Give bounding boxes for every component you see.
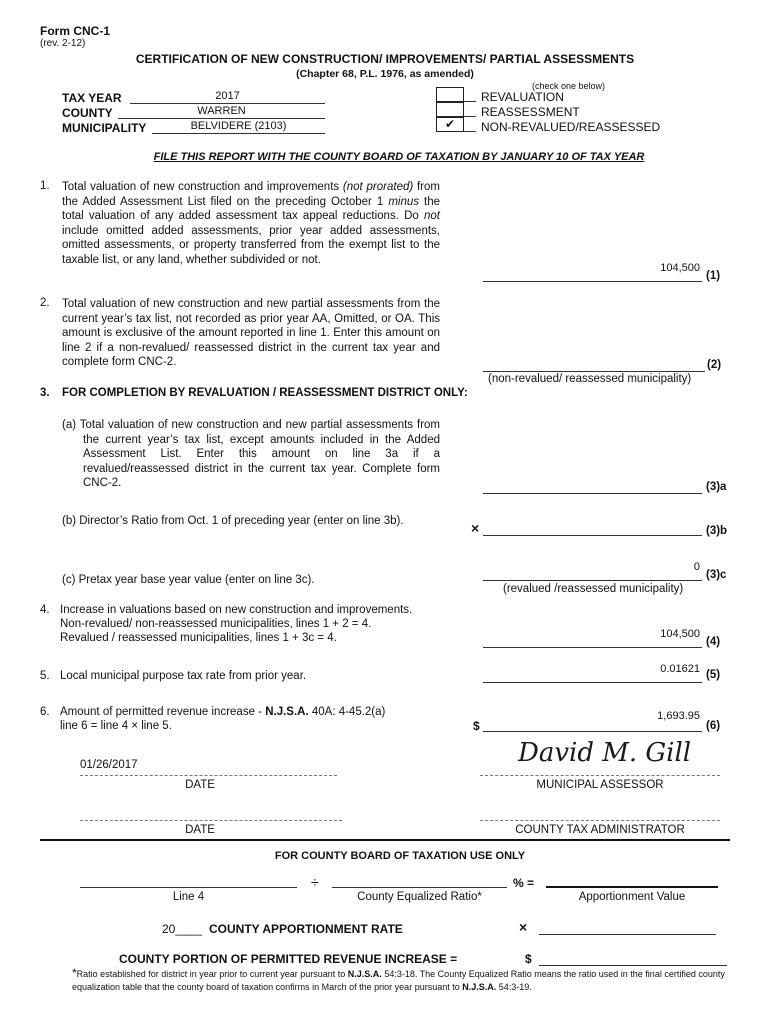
item-4-text-3: Revalued / reassessed municipalities, lines 1 + 3c = 4. <box>60 632 337 644</box>
item-6-text-2: line 6 = line 4 × line 5. <box>60 720 172 732</box>
multiply-symbol-3b: × <box>471 520 480 536</box>
rate-year-prefix: 20____ <box>162 922 203 936</box>
item-2-text: Total valuation of new construction and new partial assessments from the current year’s tax list, not recorded as prior year AA, Omitted, or OA. This amount is exclusive of the amount reported in line 1. Enter this amount on line 2 if a non-revalued/ reassessed district in the current tax year and complete form CNC-2. <box>62 298 440 369</box>
item-5-text: Local municipal purpose tax rate from prior year. <box>60 670 307 682</box>
equalized-ratio-entry[interactable] <box>332 876 507 888</box>
reassessment-label: REASSESSMENT <box>481 105 580 119</box>
municipality-field[interactable]: BELVIDERE (2103) <box>152 120 325 134</box>
line-1-value[interactable]: 104,500 <box>483 262 702 282</box>
apportionment-value-entry[interactable] <box>546 876 718 888</box>
line-3b-value[interactable] <box>483 522 702 536</box>
item-6-number: 6. <box>40 706 50 718</box>
percent-equals: % = <box>513 876 535 890</box>
item-6-text: Amount of permitted revenue increase - N.J.S.A. 40A: 4-45.2(a) <box>60 706 386 718</box>
form-revision: (rev. 2-12) <box>40 38 86 49</box>
reassessment-underline <box>464 104 476 117</box>
footnote: *Ratio established for district in year prior to current year pursuant to N.J.S.A. 54:3-18. The County Equalized Ratio means the ratio used in the final certified county equalization table that the county board of taxation confirms in March of the prior year pursuant to N.J.S.A. 54:3-19. <box>72 966 725 992</box>
rate-entry[interactable] <box>539 921 716 935</box>
line-4-tag: (4) <box>706 636 721 648</box>
check-hint: (check one below) <box>532 81 606 91</box>
item-3c-text: (c) Pretax year base year value (enter on line 3c). <box>62 574 315 586</box>
item-4-text-1: Increase in valuations based on new construction and improvements. <box>60 604 413 616</box>
line-1-tag: (1) <box>706 270 721 282</box>
item-3a-text: (a) Total valuation of new construction and new partial assessments from the current year’s tax list, except amounts included in the Added Assessment List. Enter this amount on line 3a if a revalued/reassessed district in the current tax year. Complete form CNC-2. <box>62 419 440 490</box>
date-1-value: 01/26/2017 <box>80 759 138 771</box>
non-revalued-checkbox[interactable]: ✔ <box>436 117 464 132</box>
non-revalued-underline <box>464 119 476 132</box>
page-subtitle: (Chapter 68, P.L. 1976, as amended) <box>296 68 474 80</box>
line-3b-tag: (3)b <box>706 525 728 537</box>
line-3a-tag: (3)a <box>706 481 727 493</box>
revenue-dollar: $ <box>525 952 532 966</box>
municipality-label: MUNICIPALITY <box>62 121 147 135</box>
assessor-signature: David M. Gill <box>518 738 692 768</box>
date-1-line[interactable] <box>80 775 337 776</box>
item-1-number: 1. <box>40 180 50 192</box>
non-revalued-label: NON-REVALUED/REASSESSED <box>481 120 661 134</box>
line-2-value[interactable] <box>483 356 705 372</box>
multiply-symbol-rate: × <box>519 919 528 935</box>
board-heading: FOR COUNTY BOARD OF TAXATION USE ONLY <box>274 850 526 862</box>
date-1-label: DATE <box>185 779 215 791</box>
line-6-dollar: $ <box>473 719 480 733</box>
item-3-number: 3. <box>40 387 50 399</box>
administrator-label: COUNTY TAX ADMINISTRATOR <box>515 824 685 836</box>
administrator-line[interactable] <box>480 820 720 821</box>
page-title: CERTIFICATION OF NEW CONSTRUCTION/ IMPROVEMENTS/ PARTIAL ASSESSMENTS <box>135 52 635 66</box>
tax-year-label: TAX YEAR <box>62 91 122 105</box>
rate-label: COUNTY APPORTIONMENT RATE <box>209 922 403 936</box>
equalized-ratio-label: County Equalized Ratio* <box>357 891 482 903</box>
file-notice: FILE THIS REPORT WITH THE COUNTY BOARD OF TAXATION BY JANUARY 10 OF TAX YEAR <box>153 151 645 163</box>
revaluation-label: REVALUATION <box>481 90 564 104</box>
date-2-line[interactable] <box>80 820 342 821</box>
revenue-label: COUNTY PORTION OF PERMITTED REVENUE INCREASE = <box>119 952 458 966</box>
line-2-caption: (non-revalued/ reassessed municipality) <box>488 373 692 385</box>
county-label: COUNTY <box>62 106 113 120</box>
line-4-value[interactable]: 104,500 <box>483 628 702 648</box>
item-3-heading: FOR COMPLETION BY REVALUATION / REASSESSMENT DISTRICT ONLY: <box>62 387 468 399</box>
line-2-tag: (2) <box>707 359 722 371</box>
apportionment-value-label: Apportionment Value <box>578 891 686 903</box>
line-6-tag: (6) <box>706 720 721 732</box>
line-3c-tag: (3)c <box>706 569 727 581</box>
date-2-label: DATE <box>185 824 215 836</box>
section-divider <box>40 839 730 841</box>
line-6-value[interactable]: 1,693.95 <box>483 710 702 732</box>
revaluation-underline <box>464 89 476 102</box>
item-4-text-2: Non-revalued/ non-reassessed municipalities, lines 1 + 2 = 4. <box>60 618 372 630</box>
item-2-number: 2. <box>40 297 50 309</box>
line-3c-caption: (revalued /reassessed municipality) <box>503 583 684 595</box>
line-5-tag: (5) <box>706 669 721 681</box>
revaluation-checkbox[interactable] <box>436 87 464 102</box>
line-4-entry-label: Line 4 <box>172 891 205 903</box>
item-3b-text: (b) Director’s Ratio from Oct. 1 of preceding year (enter on line 3b). <box>62 515 404 527</box>
reassessment-checkbox[interactable] <box>436 102 464 117</box>
line-3a-value[interactable] <box>483 480 702 494</box>
form-id: Form CNC-1 <box>40 24 111 38</box>
assessor-label: MUNICIPAL ASSESSOR <box>536 779 664 791</box>
assessor-signature-line[interactable] <box>480 775 720 776</box>
item-4-number: 4. <box>40 604 50 616</box>
revenue-entry[interactable] <box>539 954 727 966</box>
item-5-number: 5. <box>40 670 50 682</box>
divide-symbol: ÷ <box>311 874 319 890</box>
county-field[interactable]: WARREN <box>118 105 325 119</box>
item-1-text: Total valuation of new construction and improvements (not prorated) from the Added Assessment List filed on the preceding October 1 minus the total valuation of any added assessment tax appeal reductions. Do not include omitted added assessments, prior year added assessments, omitted assessments, or property transferred from the exempt list to the taxable list, or any land, whether subdivided or not. <box>62 181 440 266</box>
line-4-entry[interactable] <box>80 876 297 888</box>
line-3c-value[interactable]: 0 <box>483 561 702 581</box>
line-5-value[interactable]: 0.01621 <box>483 663 702 683</box>
tax-year-field[interactable]: 2017 <box>130 90 325 104</box>
